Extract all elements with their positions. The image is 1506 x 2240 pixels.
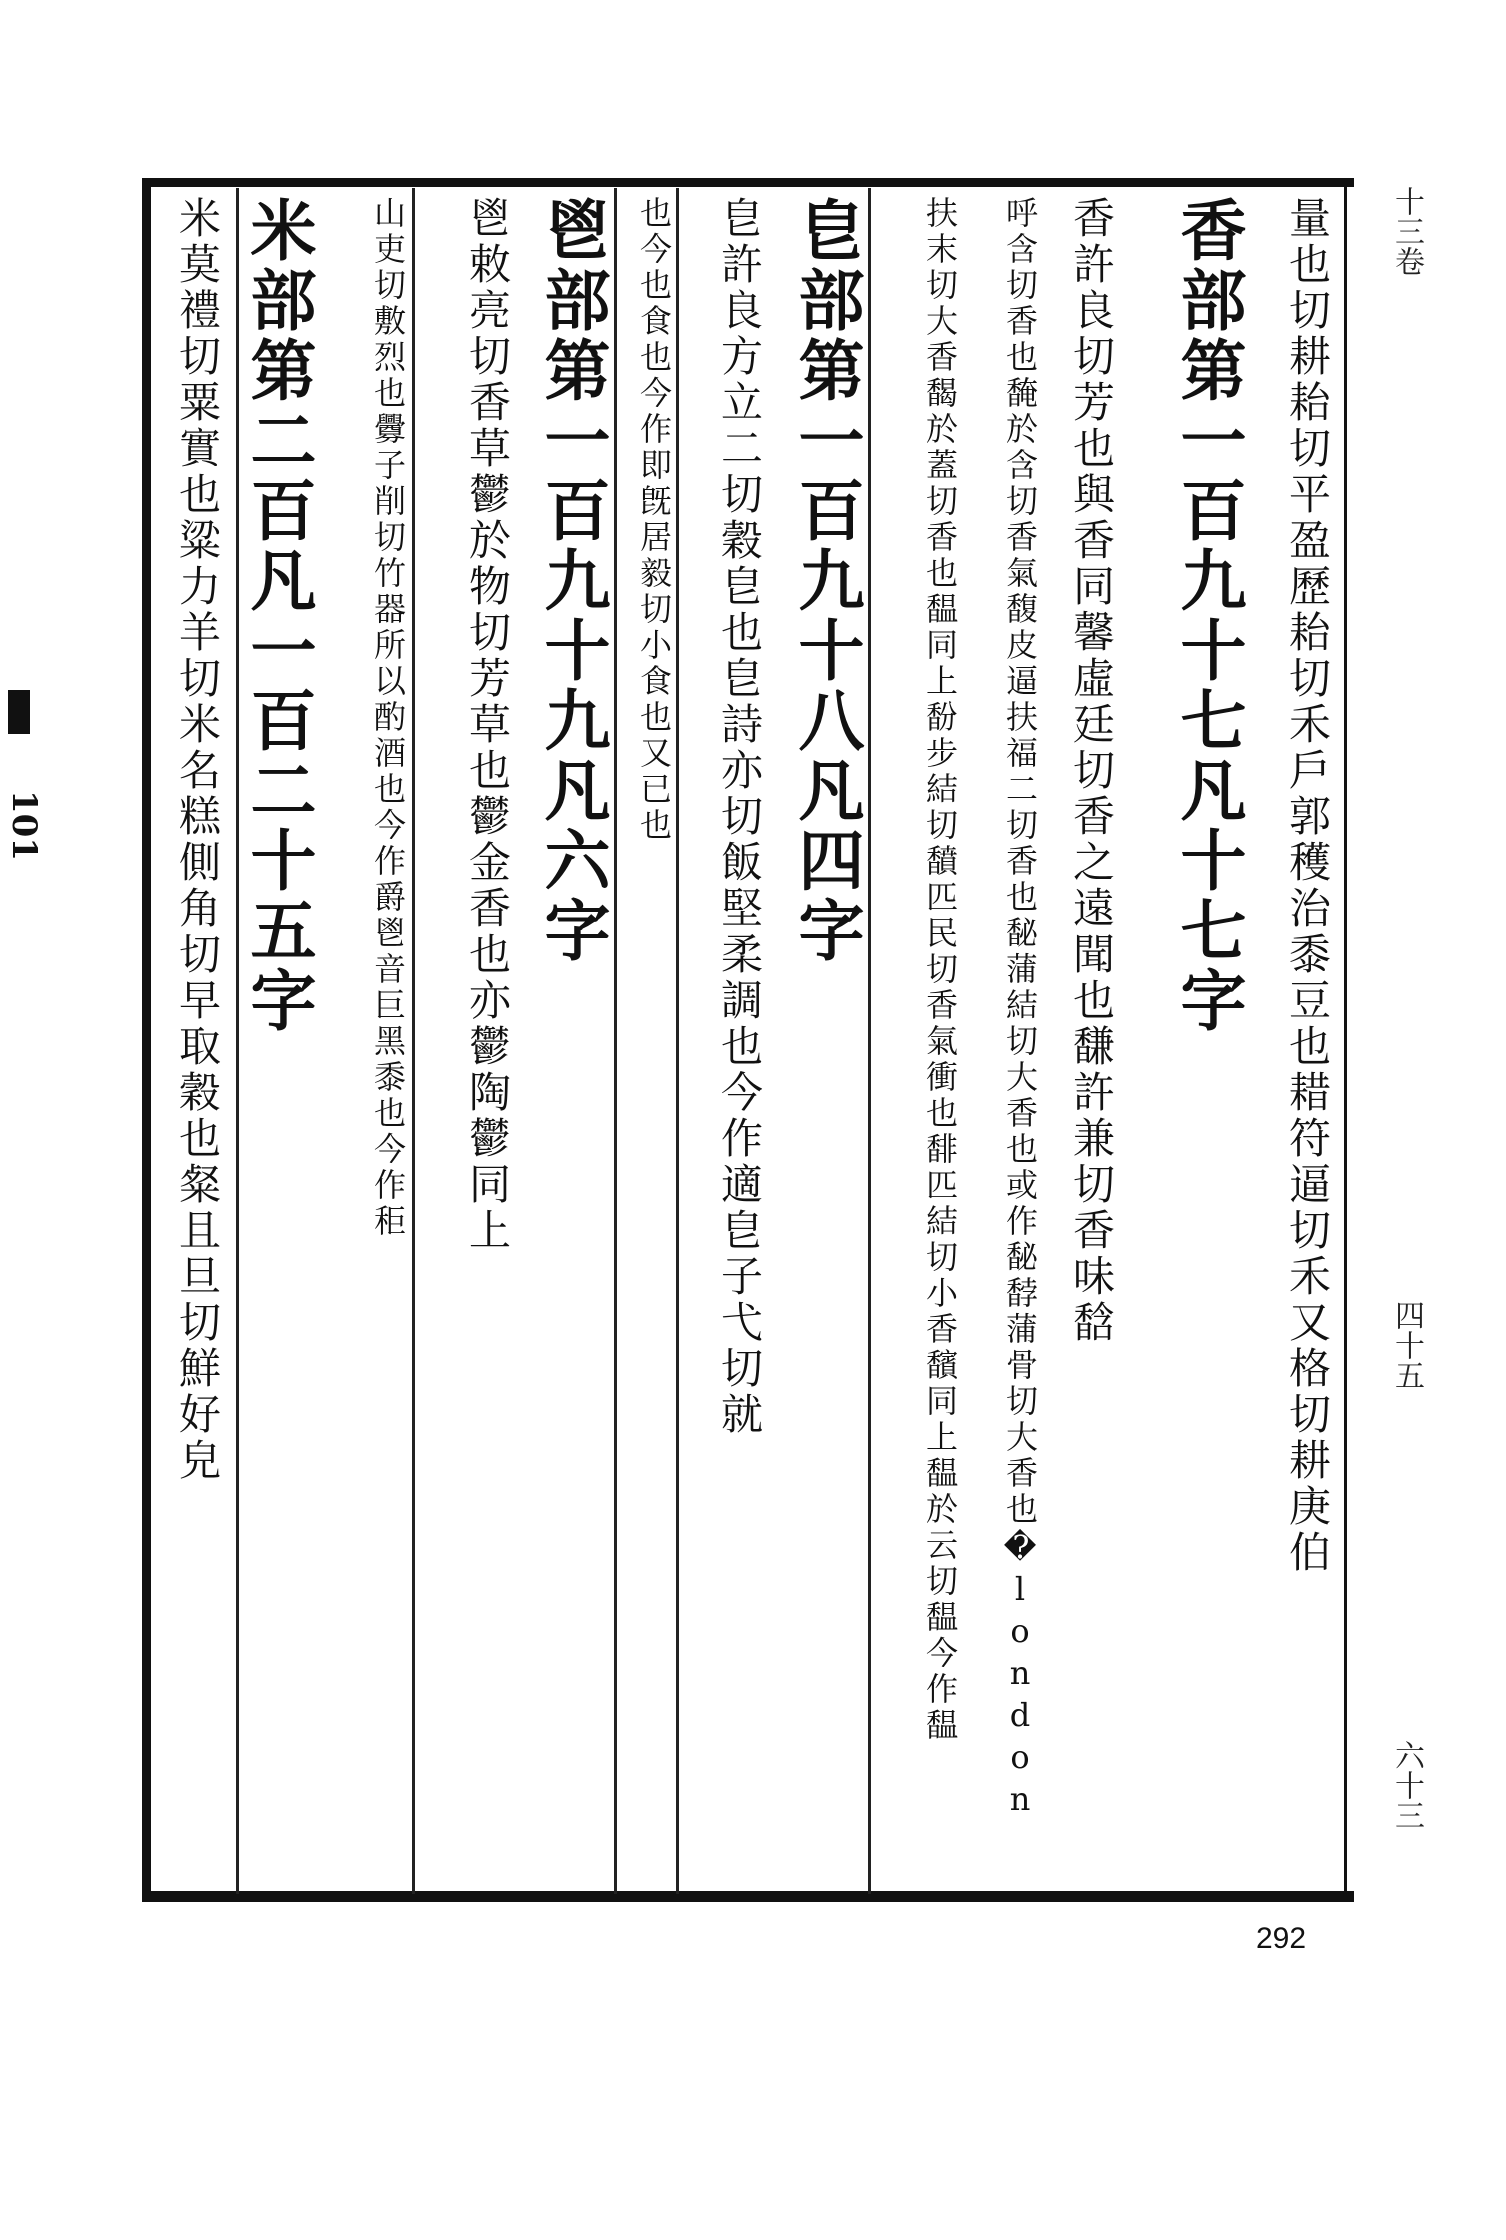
text-column-2b <box>1122 196 1148 1886</box>
margin-volume: 十三卷 <box>1389 186 1424 276</box>
page-number: 292 <box>1256 1922 1307 1955</box>
right-margin <box>1344 178 1383 1900</box>
text-column-13: 米莫禮切粟實也粱力羊切米名糕側角切早取穀也粲且旦切鮮好皃 <box>173 196 222 1484</box>
column-divider <box>236 188 239 1894</box>
section-heading-mi: 米部第二百凡一百二十五字 <box>239 196 317 1036</box>
left-margin-mark <box>8 690 30 734</box>
text-column-11: 山吏切敷烈也釁子削切竹器所以酌酒也今作爵鬯音巨黑黍也今作秬 <box>369 196 407 1240</box>
column-divider <box>868 188 871 1894</box>
text-column-8: 也今也食也今作即旣居毅切小食也又已也 <box>635 196 673 844</box>
text-column-10: 鬯敕亮切香草鬱於物切芳草也鬱金香也亦鬱陶鬱同上 <box>463 196 512 1254</box>
column-divider <box>412 188 415 1894</box>
section-heading-ji: 皀部第一百九十八凡四字 <box>787 196 865 966</box>
text-column-3: 香許良切芳也與香同馨虛廷切香之遠聞也馦許兼切香味馠 <box>1067 196 1116 1346</box>
left-margin-text: 101 <box>4 790 44 861</box>
section-heading-chang: 鬯部第一百九十九凡六字 <box>533 196 611 966</box>
margin-folio: 四十五 <box>1389 1300 1424 1390</box>
text-column-1: 量也切耕耛切平盈歷耛切禾戶郭穫治黍豆也耤符逼切禾又格切耕庚伯 <box>1283 196 1332 1576</box>
text-column-7: 皀許良方立二切穀皀也皀詩亦切飯堅柔調也今作適皀子弋切就 <box>715 196 764 1438</box>
column-divider <box>676 188 679 1894</box>
section-heading-xiang: 香部第一百九十七凡十七字 <box>1169 196 1247 1036</box>
text-column-4: 呼含切香也馣於含切香氣馥皮逼扶福二切香也馝蒲結切大香也或作馝馞蒲骨切大香也�london <box>1001 196 1039 1822</box>
bottom-rule <box>142 1892 1354 1902</box>
column-divider <box>614 188 617 1894</box>
margin-leaf: 六十三 <box>1389 1740 1424 1830</box>
text-column-5: 扶末切大香馤於蓋切香也馧同上馚步結切馩匹民切香氣衝也馡匹結切小香馪同上馧於云切馧今作馧 <box>921 196 959 1744</box>
